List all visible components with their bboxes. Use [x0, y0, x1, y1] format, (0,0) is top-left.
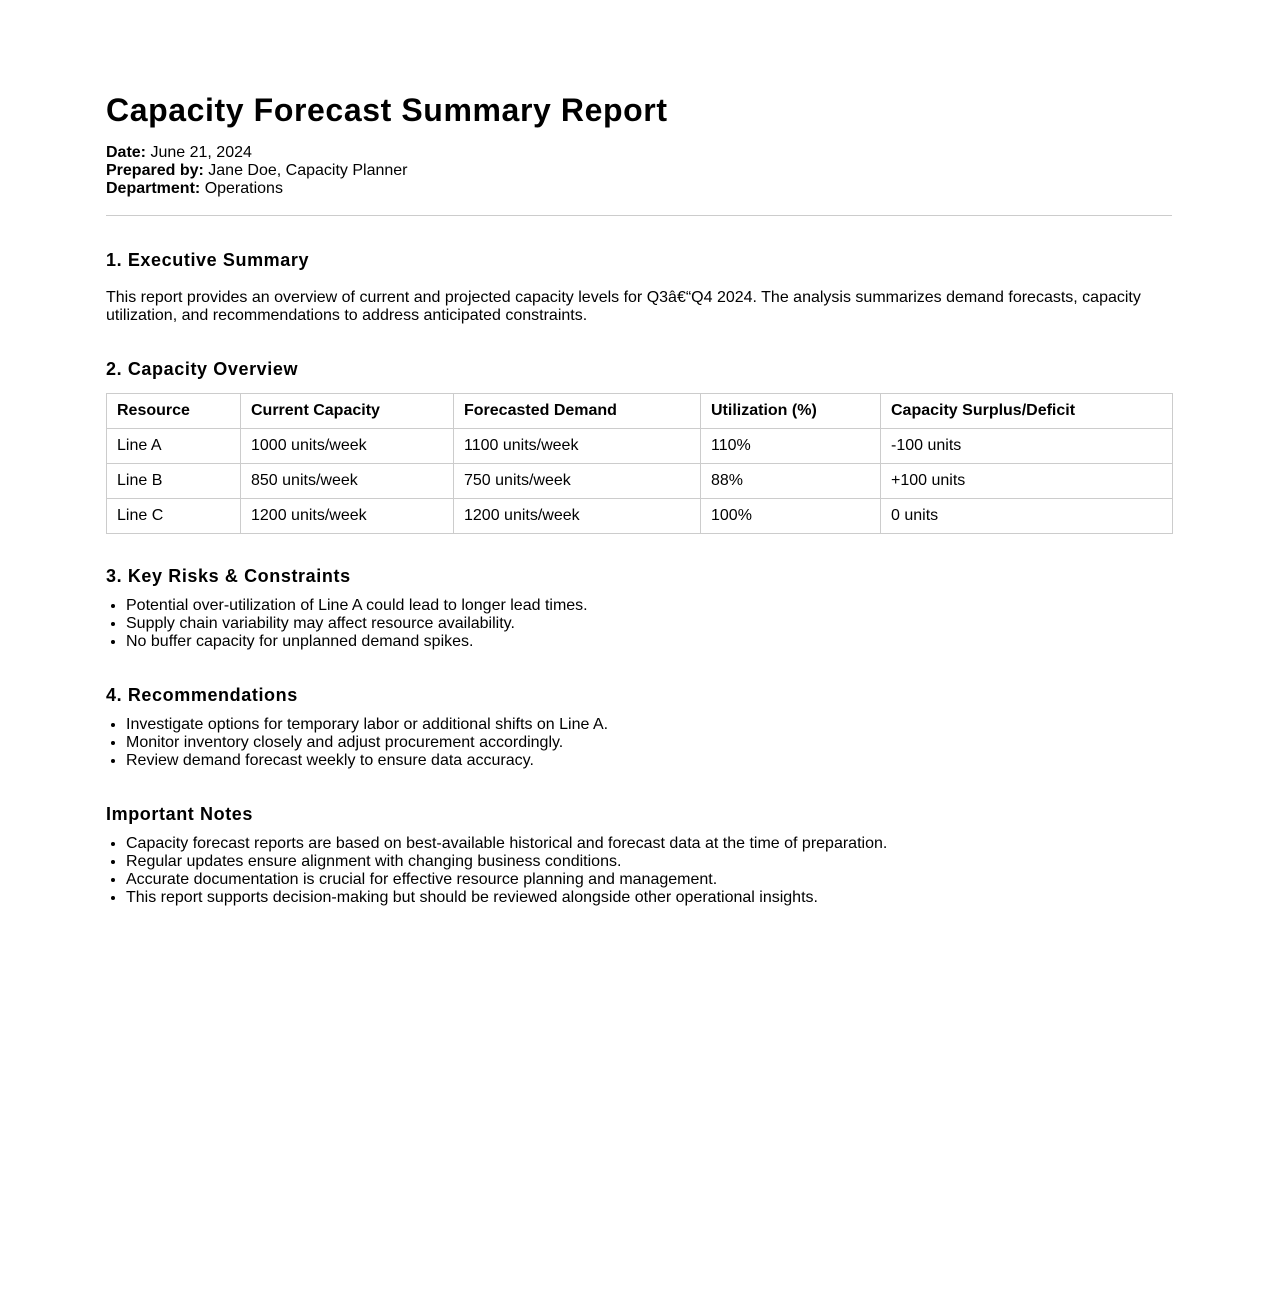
report-title: Capacity Forecast Summary Report [106, 92, 668, 128]
table-cell: 0 units [881, 499, 1173, 534]
list-item: • This report supports decision-making but should be reviewed alongside other operational insights. [126, 889, 1172, 907]
table-cell: 1000 units/week [241, 429, 454, 464]
executive-summary-heading: 1. Executive Summary [106, 250, 310, 270]
meta-date-value: June 21, 2024 [150, 144, 252, 161]
recommendations-heading: 4. Recommendations [106, 685, 298, 705]
table-header-row [107, 394, 1173, 429]
table-cell: Line A [107, 429, 241, 464]
meta-department [106, 180, 1172, 198]
table-cell: 1100 units/week [454, 429, 701, 464]
table-cell: 1200 units/week [454, 499, 701, 534]
capacity-overview-section [106, 358, 1172, 534]
capacity-table [106, 393, 1173, 534]
meta-date [106, 144, 1172, 162]
column-header: Resource [107, 394, 241, 429]
column-header: Capacity Surplus/Deficit [881, 394, 1173, 429]
table-cell: 110% [701, 429, 881, 464]
table-cell: Line C [107, 499, 241, 534]
table-cell: -100 units [881, 429, 1173, 464]
column-header: Forecasted Demand [454, 394, 701, 429]
report-meta [106, 144, 1172, 198]
executive-summary-section [106, 249, 1172, 325]
meta-prepared-value: Jane Doe, Capacity Planner [208, 162, 408, 179]
table-cell: 100% [701, 499, 881, 534]
meta-prepared-by [106, 162, 1172, 180]
table-cell: 88% [701, 464, 881, 499]
column-header: Utilization (%) [701, 394, 881, 429]
list-item: • Capacity forecast reports are based on best-available historical and forecast data at the time of preparation. [126, 835, 1172, 853]
notes-section [106, 803, 1172, 907]
list-item: • Monitor inventory closely and adjust procurement accordingly. [126, 734, 1172, 752]
table-cell: Line B [107, 464, 241, 499]
list-item: • Review demand forecast weekly to ensure data accuracy. [126, 752, 1172, 770]
list-item: • Supply chain variability may affect resource availability. [126, 615, 1172, 633]
list-item: • Potential over-utilization of Line A could lead to longer lead times. [126, 597, 1172, 615]
notes-list [106, 835, 1172, 907]
meta-department-label: Department: [106, 180, 201, 197]
recommendations-list [106, 716, 1172, 770]
table-cell: 1200 units/week [241, 499, 454, 534]
risks-section [106, 565, 1172, 651]
table-row [107, 429, 1173, 464]
capacity-overview-heading: 2. Capacity Overview [106, 359, 299, 379]
notes-heading: Important Notes [106, 804, 254, 824]
meta-date-label: Date: [106, 144, 147, 161]
risks-list [106, 597, 1172, 651]
recommendations-section [106, 684, 1172, 770]
table-cell: +100 units [881, 464, 1173, 499]
table-cell: 750 units/week [454, 464, 701, 499]
table-cell: 850 units/week [241, 464, 454, 499]
column-header: Current Capacity [241, 394, 454, 429]
list-item: • No buffer capacity for unplanned demand spikes. [126, 633, 1172, 651]
meta-prepared-label: Prepared by: [106, 162, 204, 179]
list-item: • Accurate documentation is crucial for effective resource planning and management. [126, 871, 1172, 889]
table-row [107, 499, 1173, 534]
risks-heading: 3. Key Risks & Constraints [106, 566, 351, 586]
list-item: • Regular updates ensure alignment with changing business conditions. [126, 853, 1172, 871]
header-divider [106, 215, 1172, 216]
table-row [107, 464, 1173, 499]
meta-department-value: Operations [204, 180, 283, 197]
list-item: • Investigate options for temporary labor or additional shifts on Line A. [126, 716, 1172, 734]
executive-summary-text: This report provides an overview of current and projected capacity levels for Q3â€“Q4 2024. The analysis summarizes demand forecasts, capacity utilization, and recommendations to address anticipated constraints. [106, 289, 1141, 324]
